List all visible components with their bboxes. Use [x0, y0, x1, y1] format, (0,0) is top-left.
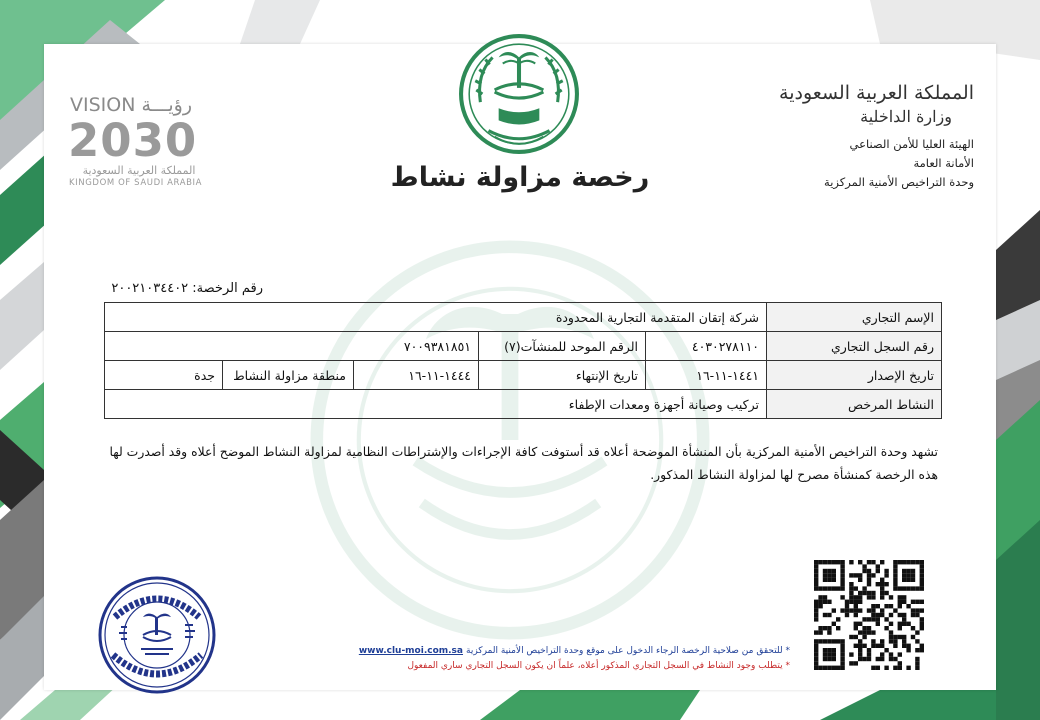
- vision-text: VISION: [70, 94, 136, 116]
- requirement-note: * يتطلب وجود النشاط في السجل التجاري المذكور أعلاه، علماً ان يكون السجل التجاري ساري المفعول: [407, 661, 790, 671]
- issue-date-value: ١٤٤١-١١-١٦: [646, 361, 767, 390]
- cr-number-label: رقم السجل التجاري: [767, 332, 942, 361]
- table-row: [105, 332, 942, 361]
- license-details-table: [104, 302, 942, 419]
- region-value: جدة: [105, 361, 223, 390]
- expiry-date-label: تاريخ الإنتهاء: [479, 361, 646, 390]
- authority-line-3: وحدة التراخيص الأمنية المركزية: [824, 175, 974, 189]
- footer-notes: [300, 644, 790, 674]
- activity-label: النشاط المرخص: [767, 390, 942, 419]
- trade-name-value: شركة إتقان المتقدمة التجارية المحدودة: [105, 303, 767, 332]
- verification-note-text: * للتحقق من صلاحية الرخصة الرجاء الدخول على موقع وحدة التراخيص الأمنية المركزية: [466, 646, 790, 656]
- authority-line-2: الأمانة العامة: [913, 156, 974, 170]
- region-label: منطقة مزاولة النشاط: [223, 361, 354, 390]
- verification-note: [300, 644, 790, 659]
- vision-2030-logo: [66, 92, 216, 192]
- table-row: [105, 303, 942, 332]
- unified-number-value: ٧٠٠٩٣٨١٨٥١: [105, 332, 479, 361]
- license-number: رقم الرخصة: ٢٠٠٢١٠٣٤٤٠٢: [111, 281, 263, 296]
- official-seal-stamp: [97, 575, 217, 695]
- vision-arabic-text: رؤيـــة: [141, 94, 193, 116]
- expiry-date-value: ١٤٤٤-١١-١٦: [354, 361, 479, 390]
- vision-year: 2030: [68, 114, 198, 167]
- ministry-name: وزارة الداخلية: [860, 107, 952, 126]
- vision-logo-top-line: [70, 94, 192, 116]
- trade-name-label: الإسم التجاري: [767, 303, 942, 332]
- vision-kingdom-english: KINGDOM OF SAUDI ARABIA: [69, 178, 203, 188]
- vision-kingdom-arabic: المملكة العربية السعودية: [82, 164, 196, 177]
- activity-value: تركيب وصيانة أجهزة ومعدات الإطفاء: [105, 390, 767, 419]
- palm-and-crossed-swords-emblem-icon: [458, 33, 580, 155]
- verification-link[interactable]: www.clu-moi.com.sa: [358, 646, 463, 656]
- authority-lines: [804, 135, 974, 192]
- authority-header: [779, 82, 974, 192]
- table-row: [105, 361, 942, 390]
- authority-line-1: الهيئة العليا للأمن الصناعي: [849, 137, 974, 151]
- certification-statement: تشهد وحدة التراخيص الأمنية المركزية بأن المنشأة الموضحة أعلاه قد أستوفت كافة الإجراءات والإشتراطات النظامية لمزاولة النشاط الموضح أعلاه وقد أصدرت لها هذه الرخصة كمنشأة مصرح لها لمزاولة النشاط المذكور.: [109, 444, 938, 482]
- cr-number-value: ٤٠٣٠٢٧٨١١٠: [646, 332, 767, 361]
- issue-date-label: تاريخ الإصدار: [767, 361, 942, 390]
- table-row: [105, 390, 942, 419]
- document-title: رخصة مزاولة نشاط: [390, 162, 650, 193]
- unified-number-label: الرقم الموحد للمنشآت(٧): [479, 332, 646, 361]
- qr-code-icon[interactable]: [806, 552, 932, 678]
- kingdom-name: المملكة العربية السعودية: [779, 82, 974, 104]
